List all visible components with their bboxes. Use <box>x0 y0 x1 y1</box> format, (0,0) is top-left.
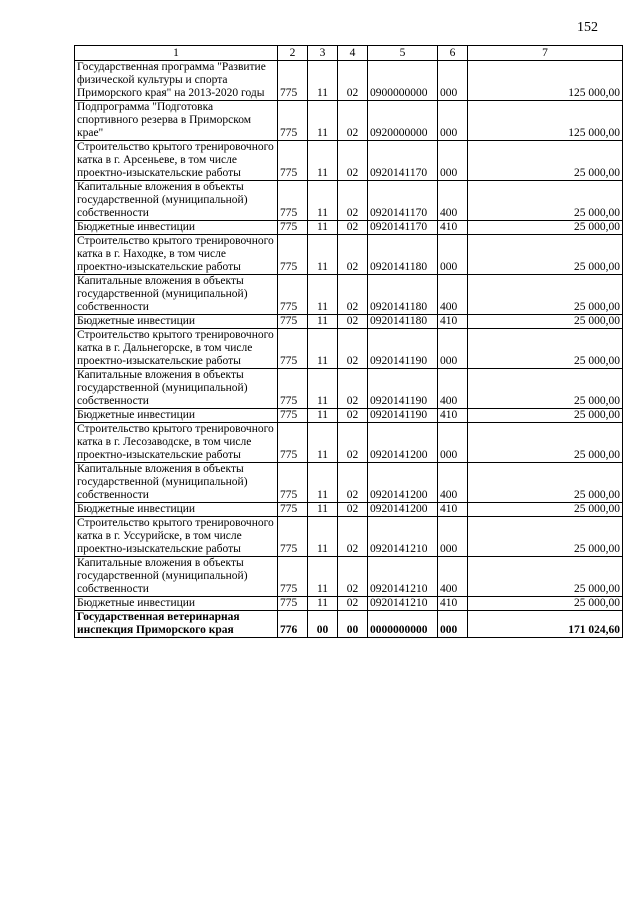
row-expense-type-cell: 410 <box>438 315 468 329</box>
row-name-cell: Бюджетные инвестиции <box>75 315 278 329</box>
row-expense-type-cell: 000 <box>438 329 468 369</box>
row-section-cell: 11 <box>308 557 338 597</box>
table-row <box>75 369 623 409</box>
row-target-article-cell: 0920141210 <box>368 597 438 611</box>
row-section-cell: 11 <box>308 597 338 611</box>
table-row <box>75 463 623 503</box>
row-section-cell: 00 <box>308 611 338 638</box>
page-number: 152 <box>577 20 598 35</box>
header-cell: 2 <box>278 46 308 61</box>
row-section-cell: 11 <box>308 221 338 235</box>
row-ved-cell: 775 <box>278 369 308 409</box>
row-ved-cell: 775 <box>278 409 308 423</box>
row-name-cell: Строительство крытого тренировочного катка в г. Арсеньеве, в том числе проектно-изыскательские работы <box>75 141 278 181</box>
table-body <box>75 61 623 638</box>
header-cell: 5 <box>368 46 438 61</box>
row-sum-cell: 25 000,00 <box>468 329 623 369</box>
row-sum-cell: 125 000,00 <box>468 61 623 101</box>
row-sum-cell: 25 000,00 <box>468 597 623 611</box>
row-ved-cell: 775 <box>278 557 308 597</box>
row-name-cell: Капитальные вложения в объекты государственной (муниципальной) собственности <box>75 369 278 409</box>
row-ved-cell: 775 <box>278 141 308 181</box>
row-sum-cell: 25 000,00 <box>468 235 623 275</box>
row-target-article-cell: 0920000000 <box>368 101 438 141</box>
row-name-cell: Капитальные вложения в объекты государственной (муниципальной) собственности <box>75 463 278 503</box>
table-header-row <box>75 46 623 61</box>
table-row <box>75 221 623 235</box>
row-expense-type-cell: 000 <box>438 141 468 181</box>
row-subsection-cell: 02 <box>338 315 368 329</box>
row-section-cell: 11 <box>308 503 338 517</box>
row-name-cell: Бюджетные инвестиции <box>75 503 278 517</box>
row-target-article-cell: 0920141210 <box>368 517 438 557</box>
row-target-article-cell: 0920141190 <box>368 409 438 423</box>
row-section-cell: 11 <box>308 315 338 329</box>
row-sum-cell: 171 024,60 <box>468 611 623 638</box>
table-row <box>75 275 623 315</box>
header-cell: 1 <box>75 46 278 61</box>
row-ved-cell: 775 <box>278 181 308 221</box>
table-row <box>75 141 623 181</box>
row-section-cell: 11 <box>308 275 338 315</box>
table-row <box>75 423 623 463</box>
table-row <box>75 557 623 597</box>
row-target-article-cell: 0920141180 <box>368 315 438 329</box>
table-row <box>75 409 623 423</box>
row-name-cell: Подпрограмма "Подготовка спортивного резерва в Приморском крае" <box>75 101 278 141</box>
row-ved-cell: 775 <box>278 597 308 611</box>
row-sum-cell: 125 000,00 <box>468 101 623 141</box>
row-sum-cell: 25 000,00 <box>468 423 623 463</box>
row-section-cell: 11 <box>308 423 338 463</box>
row-sum-cell: 25 000,00 <box>468 409 623 423</box>
header-cell: 7 <box>468 46 623 61</box>
row-expense-type-cell: 000 <box>438 423 468 463</box>
row-sum-cell: 25 000,00 <box>468 141 623 181</box>
row-ved-cell: 776 <box>278 611 308 638</box>
row-section-cell: 11 <box>308 329 338 369</box>
row-name-cell: Государственная программа "Развитие физической культуры и спорта Приморского края" на 2013-2020 годы <box>75 61 278 101</box>
row-name-cell: Бюджетные инвестиции <box>75 597 278 611</box>
row-ved-cell: 775 <box>278 101 308 141</box>
row-subsection-cell: 02 <box>338 369 368 409</box>
row-target-article-cell: 0920141180 <box>368 275 438 315</box>
row-subsection-cell: 02 <box>338 221 368 235</box>
row-expense-type-cell: 410 <box>438 409 468 423</box>
row-name-cell: Капитальные вложения в объекты государственной (муниципальной) собственности <box>75 181 278 221</box>
row-target-article-cell: 0920141170 <box>368 141 438 181</box>
table-row <box>75 101 623 141</box>
row-name-cell: Бюджетные инвестиции <box>75 409 278 423</box>
row-target-article-cell: 0920141200 <box>368 463 438 503</box>
row-expense-type-cell: 410 <box>438 597 468 611</box>
row-target-article-cell: 0920141180 <box>368 235 438 275</box>
row-expense-type-cell: 410 <box>438 503 468 517</box>
row-target-article-cell: 0920141170 <box>368 181 438 221</box>
row-subsection-cell: 02 <box>338 61 368 101</box>
row-target-article-cell: 0900000000 <box>368 61 438 101</box>
table-row <box>75 503 623 517</box>
row-ved-cell: 775 <box>278 275 308 315</box>
row-section-cell: 11 <box>308 235 338 275</box>
row-ved-cell: 775 <box>278 503 308 517</box>
table-row <box>75 181 623 221</box>
row-sum-cell: 25 000,00 <box>468 221 623 235</box>
table-row <box>75 329 623 369</box>
row-ved-cell: 775 <box>278 463 308 503</box>
row-section-cell: 11 <box>308 463 338 503</box>
row-subsection-cell: 02 <box>338 101 368 141</box>
row-subsection-cell: 02 <box>338 597 368 611</box>
row-target-article-cell: 0920141170 <box>368 221 438 235</box>
row-subsection-cell: 02 <box>338 141 368 181</box>
row-ved-cell: 775 <box>278 315 308 329</box>
table-row <box>75 597 623 611</box>
budget-table <box>74 45 623 638</box>
row-section-cell: 11 <box>308 101 338 141</box>
row-sum-cell: 25 000,00 <box>468 463 623 503</box>
row-ved-cell: 775 <box>278 221 308 235</box>
row-subsection-cell: 02 <box>338 423 368 463</box>
row-sum-cell: 25 000,00 <box>468 181 623 221</box>
table-row <box>75 611 623 638</box>
row-sum-cell: 25 000,00 <box>468 503 623 517</box>
row-name-cell: Строительство крытого тренировочного катка в г. Уссурийске, в том числе проектно-изыскательские работы <box>75 517 278 557</box>
row-expense-type-cell: 000 <box>438 101 468 141</box>
row-subsection-cell: 02 <box>338 329 368 369</box>
header-cell: 4 <box>338 46 368 61</box>
row-target-article-cell: 0920141190 <box>368 369 438 409</box>
row-sum-cell: 25 000,00 <box>468 369 623 409</box>
row-name-cell: Капитальные вложения в объекты государственной (муниципальной) собственности <box>75 557 278 597</box>
row-name-cell: Строительство крытого тренировочного катка в г. Находке, в том числе проектно-изыскательские работы <box>75 235 278 275</box>
row-subsection-cell: 02 <box>338 275 368 315</box>
row-sum-cell: 25 000,00 <box>468 315 623 329</box>
row-subsection-cell: 02 <box>338 557 368 597</box>
row-section-cell: 11 <box>308 181 338 221</box>
table-row <box>75 315 623 329</box>
row-expense-type-cell: 000 <box>438 61 468 101</box>
row-target-article-cell: 0920141210 <box>368 557 438 597</box>
row-ved-cell: 775 <box>278 517 308 557</box>
row-name-cell: Строительство крытого тренировочного катка в г. Лесозаводске, в том числе проектно-изыскательские работы <box>75 423 278 463</box>
row-section-cell: 11 <box>308 61 338 101</box>
row-target-article-cell: 0000000000 <box>368 611 438 638</box>
table-row <box>75 517 623 557</box>
row-name-cell: Строительство крытого тренировочного катка в г. Дальнегорске, в том числе проектно-изыскательские работы <box>75 329 278 369</box>
table-row <box>75 235 623 275</box>
row-section-cell: 11 <box>308 409 338 423</box>
header-cell: 3 <box>308 46 338 61</box>
row-subsection-cell: 02 <box>338 235 368 275</box>
row-sum-cell: 25 000,00 <box>468 275 623 315</box>
row-ved-cell: 775 <box>278 329 308 369</box>
row-expense-type-cell: 400 <box>438 557 468 597</box>
row-sum-cell: 25 000,00 <box>468 517 623 557</box>
row-target-article-cell: 0920141190 <box>368 329 438 369</box>
row-expense-type-cell: 000 <box>438 235 468 275</box>
row-name-cell: Государственная ветеринарная инспекция Приморского края <box>75 611 278 638</box>
row-expense-type-cell: 400 <box>438 463 468 503</box>
row-target-article-cell: 0920141200 <box>368 423 438 463</box>
row-expense-type-cell: 000 <box>438 611 468 638</box>
row-section-cell: 11 <box>308 517 338 557</box>
row-expense-type-cell: 400 <box>438 275 468 315</box>
row-target-article-cell: 0920141200 <box>368 503 438 517</box>
row-subsection-cell: 02 <box>338 181 368 221</box>
header-cell: 6 <box>438 46 468 61</box>
row-ved-cell: 775 <box>278 61 308 101</box>
row-name-cell: Бюджетные инвестиции <box>75 221 278 235</box>
table-row <box>75 61 623 101</box>
row-name-cell: Капитальные вложения в объекты государственной (муниципальной) собственности <box>75 275 278 315</box>
row-subsection-cell: 00 <box>338 611 368 638</box>
row-subsection-cell: 02 <box>338 409 368 423</box>
row-section-cell: 11 <box>308 141 338 181</box>
row-sum-cell: 25 000,00 <box>468 557 623 597</box>
row-ved-cell: 775 <box>278 235 308 275</box>
row-subsection-cell: 02 <box>338 503 368 517</box>
row-expense-type-cell: 400 <box>438 181 468 221</box>
row-subsection-cell: 02 <box>338 517 368 557</box>
row-expense-type-cell: 410 <box>438 221 468 235</box>
row-expense-type-cell: 000 <box>438 517 468 557</box>
row-subsection-cell: 02 <box>338 463 368 503</box>
row-expense-type-cell: 400 <box>438 369 468 409</box>
row-ved-cell: 775 <box>278 423 308 463</box>
row-section-cell: 11 <box>308 369 338 409</box>
